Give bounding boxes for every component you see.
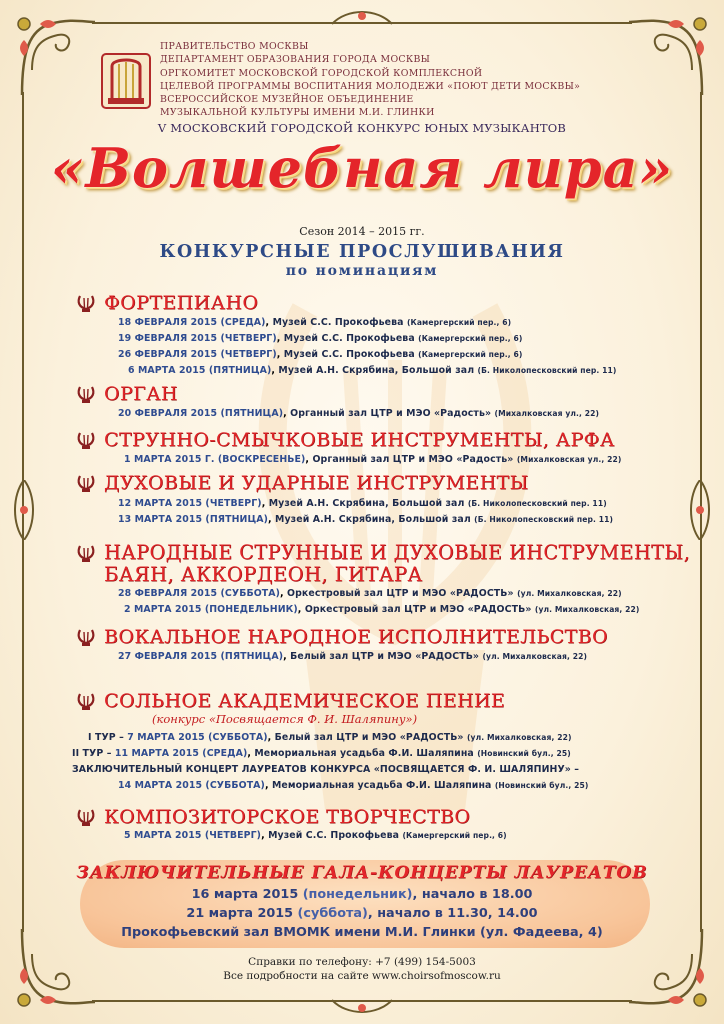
lyre-bullet-icon — [76, 543, 96, 563]
nomination-title: ДУХОВЫЕ И УДАРНЫЕ ИНСТРУМЕНТЫ — [104, 472, 529, 494]
corner-ornament-icon — [10, 10, 100, 100]
lyre-bullet-icon — [76, 473, 96, 493]
lyre-bullet-icon — [76, 627, 96, 647]
nomination-title: КОМПОЗИТОРСКОЕ ТВОРЧЕСТВО — [104, 806, 471, 828]
gala-date-line: 16 марта 2015 (понедельник), начало в 18.00 — [191, 887, 533, 902]
top-ornament-icon — [332, 8, 392, 30]
lyre-bullet-icon — [76, 384, 96, 404]
organizer-line: ОРГКОМИТЕТ МОСКОВСКОЙ ГОРОДСКОЙ КОМПЛЕКСНОЙ — [160, 67, 483, 79]
event-line: 6 МАРТА 2015 (ПЯТНИЦА), Музей А.Н. Скрябина, Большой зал (Б. Николопесковский пер. 11) — [128, 365, 617, 376]
auditions-heading: КОНКУРСНЫЕ ПРОСЛУШИВАНИЯ — [159, 242, 565, 262]
event-line: ЗАКЛЮЧИТЕЛЬНЫЙ КОНЦЕРТ ЛАУРЕАТОВ КОНКУРСА «ПОСВЯЩАЕТСЯ Ф. И. ШАЛЯПИНУ» – — [72, 764, 580, 775]
event-line: 19 ФЕВРАЛЯ 2015 (ЧЕТВЕРГ), Музей С.С. Прокофьева (Камергерский пер., 6) — [118, 333, 523, 344]
gala-title: ЗАКЛЮЧИТЕЛЬНЫЕ ГАЛА-КОНЦЕРТЫ ЛАУРЕАТОВ — [76, 863, 648, 883]
nomination-title: ФОРТЕПИАНО — [104, 292, 259, 314]
footer-site: Все подробности на сайте www.choirsofmoscow.ru — [223, 970, 501, 982]
event-line: 27 ФЕВРАЛЯ 2015 (ПЯТНИЦА), Белый зал ЦТР и МЭО «РАДОСТЬ» (ул. Михалковская, 22) — [118, 651, 588, 662]
organizer-line: МУЗЫКАЛЬНОЙ КУЛЬТУРЫ ИМЕНИ М.И. ГЛИНКИ — [160, 107, 435, 119]
contest-name: V МОСКОВСКИЙ ГОРОДСКОЙ КОНКУРС ЮНЫХ МУЗЫКАНТОВ — [157, 121, 567, 135]
gala-venue: Прокофьевский зал ВМОМК имени М.И. Глинки (ул. Фадеева, 4) — [121, 925, 603, 940]
lyre-bullet-icon — [76, 807, 96, 827]
event-line: II ТУР – 11 МАРТА 2015 (СРЕДА), Мемориальная усадьба Ф.И. Шаляпина (Новинский бул., 25) — [72, 748, 571, 759]
nomination-title-line2: БАЯН, АККОРДЕОН, ГИТАРА — [104, 563, 423, 586]
organizer-line: ВСЕРОССИЙСКОЕ МУЗЕЙНОЕ ОБЪЕДИНЕНИЕ — [160, 94, 414, 106]
event-line: 14 МАРТА 2015 (СУББОТА), Мемориальная усадьба Ф.И. Шаляпина (Новинский бул., 25) — [118, 780, 589, 791]
nominations-heading: по номинациям — [285, 263, 439, 279]
lyre-bullet-icon — [76, 430, 96, 450]
side-ornament-icon — [686, 480, 714, 540]
harp-logo-icon — [100, 50, 152, 110]
nomination-title: ОРГАН — [104, 383, 178, 405]
side-ornament-icon — [10, 480, 38, 540]
nomination-title: НАРОДНЫЕ СТРУННЫЕ И ДУХОВЫЕ ИНСТРУМЕНТЫ, — [104, 541, 691, 564]
event-line: 12 МАРТА 2015 (ЧЕТВЕРГ), Музей А.Н. Скрябина, Большой зал (Б. Николопесковский пер. 11) — [118, 498, 607, 509]
nomination-title: ВОКАЛЬНОЕ НАРОДНОЕ ИСПОЛНИТЕЛЬСТВО — [104, 626, 608, 648]
nomination-subtitle: (конкурс «Посвящается Ф. И. Шаляпину») — [152, 712, 418, 726]
event-line: 5 МАРТА 2015 (ЧЕТВЕРГ), Музей С.С. Прокофьева (Камергерский пер., 6) — [124, 830, 507, 841]
lyre-bullet-icon — [76, 691, 96, 711]
event-line: 28 ФЕВРАЛЯ 2015 (СУББОТА), Оркестровый зал ЦТР и МЭО «РАДОСТЬ» (ул. Михалковская, 22) — [118, 588, 622, 599]
bottom-ornament-icon — [332, 994, 392, 1016]
event-line: I ТУР – 7 МАРТА 2015 (СУББОТА), Белый зал ЦТР и МЭО «РАДОСТЬ» (ул. Михалковская, 22) — [88, 732, 572, 743]
footer-phone: Справки по телефону: +7 (499) 154-5003 — [248, 956, 476, 968]
lyre-bullet-icon — [76, 293, 96, 313]
organizers-list — [160, 40, 640, 120]
event-line: 26 ФЕВРАЛЯ 2015 (ЧЕТВЕРГ), Музей С.С. Прокофьева (Камергерский пер., 6) — [118, 349, 523, 360]
event-line: 2 МАРТА 2015 (ПОНЕДЕЛЬНИК), Оркестровый зал ЦТР и МЭО «РАДОСТЬ» (ул. Михалковская, 22) — [124, 604, 640, 615]
organizer-line: ПРАВИТЕЛЬСТВО МОСКВЫ — [160, 41, 309, 52]
event-line: 1 МАРТА 2015 Г. (ВОСКРЕСЕНЬЕ), Органный зал ЦТР и МЭО «Радость» (Михалковская ул., 22) — [124, 454, 622, 465]
event-line: 18 ФЕВРАЛЯ 2015 (СРЕДА), Музей С.С. Прокофьева (Камергерский пер., 6) — [118, 317, 512, 328]
nomination-title: СТРУННО-СМЫЧКОВЫЕ ИНСТРУМЕНТЫ, АРФА — [104, 429, 615, 451]
main-title: «Волшебная лира» — [50, 136, 674, 200]
organizer-line: ЦЕЛЕВОЙ ПРОГРАММЫ ВОСПИТАНИЯ МОЛОДЕЖИ «ПОЮТ ДЕТИ МОСКВЫ» — [160, 80, 581, 92]
nomination-title: СОЛЬНОЕ АКАДЕМИЧЕСКОЕ ПЕНИЕ — [104, 690, 506, 712]
organizer-line: ДЕПАРТАМЕНТ ОБРАЗОВАНИЯ ГОРОДА МОСКВЫ — [160, 54, 431, 66]
gala-date-line: 21 марта 2015 (суббота), начало в 11.30, 14.00 — [186, 906, 538, 921]
event-line: 13 МАРТА 2015 (ПЯТНИЦА), Музей А.Н. Скрябина, Большой зал (Б. Николопесковский пер. 11) — [118, 514, 614, 525]
event-line: 20 ФЕВРАЛЯ 2015 (ПЯТНИЦА), Органный зал ЦТР и МЭО «Радость» (Михалковская ул., 22) — [118, 408, 600, 419]
season: Сезон 2014 – 2015 гг. — [299, 225, 425, 238]
